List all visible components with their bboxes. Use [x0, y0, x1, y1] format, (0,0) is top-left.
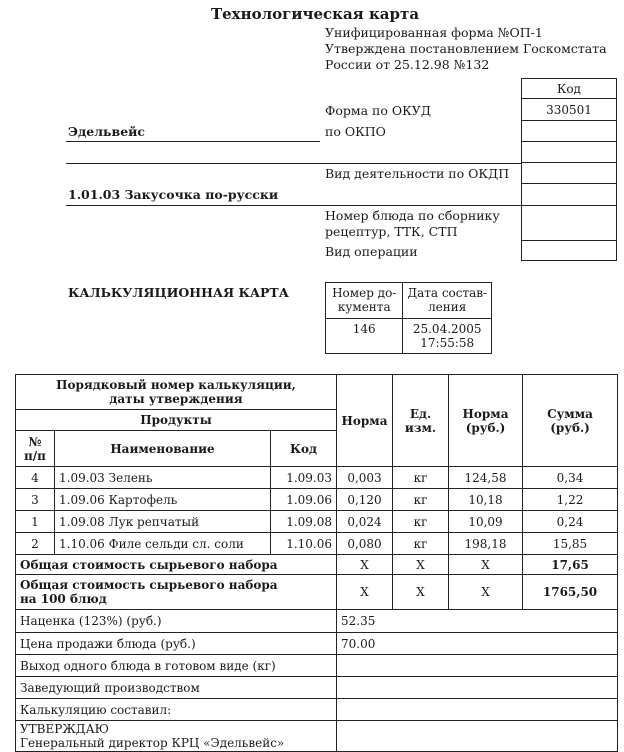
- product-price: 124,58: [449, 467, 523, 489]
- table-row: [16, 533, 618, 555]
- operation-label: Вид операции: [325, 244, 418, 259]
- header-line: кумента: [337, 300, 391, 314]
- sale-price-row: [16, 633, 618, 655]
- row-number: 1: [16, 511, 55, 533]
- footer-value[interactable]: [337, 655, 618, 677]
- footer-value[interactable]: 52.35: [337, 610, 618, 633]
- dish-number-code[interactable]: [522, 206, 616, 241]
- footer-label: Заведующий производством: [16, 677, 337, 699]
- approval-line: УТВЕРЖДАЮ: [20, 722, 109, 736]
- total-100-norm: Х: [337, 575, 393, 610]
- calc-number-header: [16, 375, 337, 410]
- product-name: 1.09.06 Картофель: [55, 489, 271, 511]
- product-price: 10,09: [449, 511, 523, 533]
- approval-signature[interactable]: [337, 721, 618, 752]
- organization-name: Эдельвейс: [68, 124, 146, 139]
- product-price: 10,18: [449, 489, 523, 511]
- footer-value[interactable]: [337, 677, 618, 699]
- header-line: Норма: [462, 406, 509, 421]
- product-code: 1.10.06: [271, 533, 337, 555]
- code-box: [521, 78, 617, 261]
- products-header: Продукты: [16, 410, 337, 431]
- product-norm: 0,120: [337, 489, 393, 511]
- footer-label: Цена продажи блюда (руб.): [16, 633, 337, 655]
- dish-underline: [66, 205, 521, 206]
- date-line: 25.04.2005: [412, 322, 482, 336]
- name-header: Наименование: [55, 431, 271, 467]
- table-row: [16, 511, 618, 533]
- doc-date-value: [403, 319, 492, 354]
- header-line: изм.: [404, 420, 437, 435]
- total-100-price: Х: [449, 575, 523, 610]
- form-info: [325, 25, 607, 73]
- okdp-code[interactable]: [522, 163, 616, 184]
- product-norm: 0,080: [337, 533, 393, 555]
- footer-value[interactable]: [337, 699, 618, 721]
- dish-name: 1.01.03 Закусочка по-русски: [68, 187, 279, 202]
- total-100-sum: 1765,50: [523, 575, 618, 610]
- product-unit: кг: [393, 511, 449, 533]
- sum-header: Сумма (руб.): [523, 375, 618, 467]
- product-sum: 15,85: [523, 533, 618, 555]
- dish-number-label-line: рецептур, ТТК, СТП: [325, 224, 458, 239]
- dish-number-label-line: Номер блюда по сборнику: [325, 208, 500, 223]
- label-line: на 100 блюд: [20, 592, 107, 606]
- row-number: 3: [16, 489, 55, 511]
- okpo-label: по ОКПО: [325, 124, 386, 139]
- footer-label: Калькуляцию составил:: [16, 699, 337, 721]
- okud-code[interactable]: 330501: [522, 99, 616, 121]
- header-line: Дата состав-: [407, 286, 488, 300]
- markup-row: [16, 610, 618, 633]
- total-sum: 17,65: [523, 555, 618, 575]
- total-100-row: [16, 575, 618, 610]
- footer-label: Выход одного блюда в готовом виде (кг): [16, 655, 337, 677]
- code-header: Код: [522, 79, 616, 99]
- norm-header: Норма: [337, 375, 393, 467]
- footer-label: Наценка (123%) (руб.): [16, 610, 337, 633]
- product-sum: 0,24: [523, 511, 618, 533]
- total-100-label: [16, 575, 337, 610]
- product-name: 1.09.03 Зелень: [55, 467, 271, 489]
- header-line: Номер до-: [332, 286, 397, 300]
- header-line: п/п: [24, 448, 46, 463]
- form-info-line: России от 25.12.98 №132: [325, 57, 490, 72]
- table-row: [16, 489, 618, 511]
- doc-date-header: [403, 283, 492, 319]
- total-price: Х: [449, 555, 523, 575]
- header-line: Порядковый номер калькуляции,: [56, 378, 296, 392]
- unit-header: [393, 375, 449, 467]
- document-title: Технологическая карта: [210, 5, 420, 23]
- approval-label: [16, 721, 337, 752]
- product-norm: 0,024: [337, 511, 393, 533]
- product-price: 198,18: [449, 533, 523, 555]
- product-unit: кг: [393, 533, 449, 555]
- header-line: Ед.: [409, 406, 432, 421]
- product-code: 1.09.06: [271, 489, 337, 511]
- divider-line: [66, 163, 521, 164]
- document-info-table: [325, 282, 492, 354]
- total-norm: Х: [337, 555, 393, 575]
- product-sum: 0,34: [523, 467, 618, 489]
- product-unit: кг: [393, 467, 449, 489]
- product-sum: 1,22: [523, 489, 618, 511]
- yield-row: [16, 655, 618, 677]
- okdp-code-2[interactable]: [522, 184, 616, 206]
- header-line: ления: [428, 300, 467, 314]
- table-row: [16, 467, 618, 489]
- product-name: 1.10.06 Филе сельди сл. соли: [55, 533, 271, 555]
- product-unit: кг: [393, 489, 449, 511]
- row-number-header: [16, 431, 55, 467]
- calc-card-heading: КАЛЬКУЛЯЦИОННАЯ КАРТА: [68, 285, 289, 300]
- row-number: 4: [16, 467, 55, 489]
- okud-label: Форма по ОКУД: [325, 103, 431, 118]
- production-manager-row: [16, 677, 618, 699]
- norm-rub-header: [449, 375, 523, 467]
- okdp-label: Вид деятельности по ОКДП: [325, 166, 510, 181]
- form-info-line: Унифицированная форма №ОП-1: [325, 25, 543, 40]
- organization-underline: [66, 141, 320, 142]
- total-label: Общая стоимость сырьевого набора: [16, 555, 337, 575]
- blank-code[interactable]: [522, 142, 616, 163]
- approval-row: [16, 721, 618, 752]
- doc-number-header: [326, 283, 403, 319]
- footer-value[interactable]: 70.00: [337, 633, 618, 655]
- code-header: Код: [271, 431, 337, 467]
- product-norm: 0,003: [337, 467, 393, 489]
- approval-line: Генеральный директор КРЦ «Эдельвейс»: [20, 736, 285, 750]
- operation-code[interactable]: [522, 241, 616, 261]
- header-line: даты утверждения: [109, 392, 243, 406]
- okpo-code[interactable]: [522, 121, 616, 142]
- product-name: 1.09.08 Лук репчатый: [55, 511, 271, 533]
- doc-number-value: 146: [326, 319, 403, 354]
- total-row: [16, 555, 618, 575]
- time-line: 17:55:58: [420, 336, 475, 350]
- total-unit: Х: [393, 555, 449, 575]
- product-code: 1.09.08: [271, 511, 337, 533]
- total-100-unit: Х: [393, 575, 449, 610]
- row-number: 2: [16, 533, 55, 555]
- form-info-line: Утверждена постановлением Госкомстата: [325, 41, 607, 56]
- product-code: 1.09.03: [271, 467, 337, 489]
- compiled-by-row: [16, 699, 618, 721]
- header-line: (руб.): [465, 420, 506, 435]
- dish-number-label: [325, 208, 500, 240]
- header-line: №: [28, 434, 42, 449]
- calculation-table: [15, 374, 618, 752]
- label-line: Общая стоимость сырьевого набора: [20, 578, 278, 592]
